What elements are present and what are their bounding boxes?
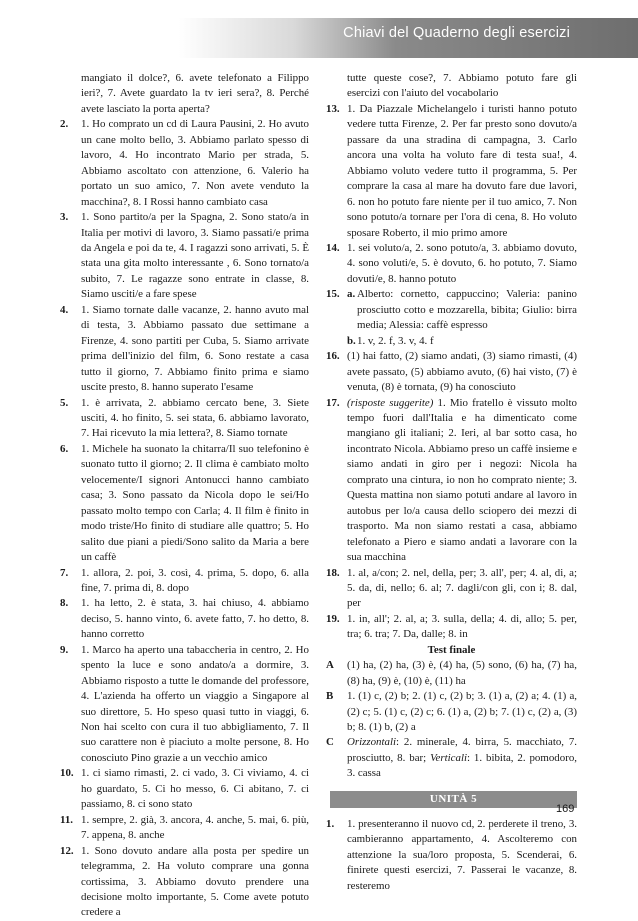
left-continuation-text: mangiato il dolce?, 6. avete telefonato a Filippo ieri?, 7. Avete guardato la tv ieri sera?, 8. Perché avete lasciato la porta aperta?	[81, 72, 309, 115]
exercise-number: 19.	[326, 612, 340, 625]
header-band	[0, 18, 638, 58]
section-letter: A	[326, 659, 334, 672]
answer-text: 1. Mio fratello è vissuto molto tempo fuori dall'Italia e ha dimenticato come mangiano gli italiani; 2. Ieri, al bar sotto casa, ho incontrato Nicola. Abbiamo preso un caffè insieme e siamo andati in giro per i negozi: Nicola ha comprato una cintura, io non ho comprato niente; 3. Questa mattina non siamo potuti andare al lavoro in autobus per lo/a causa dello sciopero dei mezzi di trasporto. Ma non siamo restati a casa, abbiamo telefonato a Piero e siamo andati a lavorare con la sua macchina	[347, 396, 578, 564]
exercise-14	[326, 241, 577, 287]
exercise-answer: 1. presenteranno il nuovo cd, 2. perderete il treno, 3. cambieranno appartamento, 4. Ascolteremo con attenzione la sua/loro proposta, 5. Scenderai, 6. finirete questi esercizi, 7. Passerai le vacanze, 8. resteremo	[347, 817, 577, 892]
exercise-answer: 1. è arrivata, 2. abbiamo cercato bene, 3. Siete usciti, 4. ho finito, 5. sei stata, 6. abbiamo lavorato, 7. Hai ricevuto la mia lettera?, 8. Siamo tornate	[81, 396, 309, 440]
exercise-answer	[347, 396, 577, 566]
exercise-15	[326, 287, 577, 349]
answer-text: : 1. bibita, 2. pomodoro, 3. cassa	[347, 751, 577, 780]
exercise-number: 11.	[60, 813, 74, 826]
section-letter: B	[326, 690, 334, 703]
page-header-title: Chiavi del Quaderno degli esercizi	[343, 25, 570, 41]
exercise-16	[326, 349, 577, 395]
exercise-answer: 1. Da Piazzale Michelangelo i turisti hanno potuto vedere tutta Firenze, 2. Per far presto sono dovuto/a passare da una stradina di campagna, 3. Carlo ancora una volta ha voluto fare di testa sua!, 4. Abbiamo voluto vedere tutto il programma, 5. Per comprare la casa al mare ha dovuto fare due lavori, 6. non ho potuto fare niente per il tuo amico, 7. Non sono potuto/a tornare per l'ora di cena, 8. Ho voluto sposare Roberto, il mio primo amore	[347, 102, 577, 239]
exercise-number: 17.	[326, 396, 340, 409]
exercise-number: 2.	[60, 118, 69, 131]
exercise-5	[60, 396, 309, 442]
sub-label: b.	[347, 334, 356, 347]
sub-text: Alberto: cornetto, cappuccino; Valeria: panino prosciutto cotto e mozzarella, bibita; Giulio: birra media; Alessia: caffè espresso	[357, 288, 577, 332]
exercise-7	[60, 566, 309, 597]
sub-text: 1. v, 2. f, 3. v, 4. f	[357, 334, 434, 347]
exercise-number: 4.	[60, 303, 69, 316]
exercise-9	[60, 643, 309, 767]
section-answer: (1) ha, (2) ha, (3) è, (4) ha, (5) sono, (6) ha, (7) ha, (8) ha, (9) è, (10) è, (11) ha	[347, 659, 577, 687]
exercise-8	[60, 596, 309, 642]
exercise-number: 1.	[326, 817, 335, 830]
exercise-number: 15.	[326, 288, 340, 301]
exercise-answer: 1. Siamo tornate dalle vacanze, 2. hanno avuto mal di testa, 3. Abbiamo passato due settimane a Firenze, 4. sono partiti per Cuba, 5. Siamo arrivate prima dell'inizio del film, 6. Sono restate a casa tutto il giorno, 7. Abbiamo finito prima e siamo uscite presto, 8. hanno superato l'esame	[81, 303, 309, 394]
exercise-13	[326, 102, 577, 241]
exercise-answer: 1. Ho comprato un cd di Laura Pausini, 2. Ho avuto un cane molto bello, 3. Abbiamo parlato spesso di lavoro, 4. Ho incontrato Mario per strada, 5. Abbiamo ascoltato con attenzione, 6. Valerio ha portato un suo amico, 7. Non avete venduto la macchina?, 8. I Rossi hanno cambiato casa	[81, 118, 309, 208]
exercise-answer: 1. allora, 2. poi, 3. così, 4. prima, 5. dopo, 6. alla fine, 7. prima di, 8. dopo	[81, 566, 309, 594]
test-section-a	[326, 658, 577, 689]
exercise-6	[60, 442, 309, 566]
italic-label: Verticali	[430, 751, 467, 764]
section-answer: 1. (1) c, (2) b; 2. (1) c, (2) b; 3. (1) a, (2) a; 4. (1) a, (2) c; 5. (1) c, (2) c; 6. (1) a, (2) b; 7. (1) c, (2) a, (3) b; 8. (1) b, (2) a	[347, 690, 577, 734]
section-answer	[347, 735, 577, 781]
exercise-number: 14.	[326, 241, 340, 254]
exercise-answer: 1. in, all'; 2. al, a; 3. sulla, della; 4. di, allo; 5. per, tra; 6. tra; 7. Da, dalle; 8. in	[347, 612, 577, 641]
unit-heading: UNITÀ 5	[330, 791, 577, 808]
exercise-answer: (1) hai fatto, (2) siamo andati, (3) siamo rimasti, (4) avete passato, (5) abbiamo avuto, (6) hai visto, (7) è venuta, (8) è tornata, (9) ha conosciuto	[347, 350, 577, 394]
section-letter: C	[326, 736, 334, 749]
test-section-c	[326, 735, 577, 781]
exercise-number: 5.	[60, 396, 69, 409]
exercise-answer: 1. Michele ha suonato la chitarra/Il suo telefonino è suonato tutto il giorno; 2. Il clima è cambiato molto velocemente/I signori Antonucci hanno cambiato casa; 3. Sono passato da Nicola dopo le sei/Ho passato molto tempo con Carla; 4. Il film è finito in modo triste/Ho finito di studiare alle quattro; 5. Ho salito due piani a piedi/Sono salito da Maria a bere un caffè	[81, 442, 309, 564]
right-continuation-text: tutte queste cose?, 7. Abbiamo potuto fare gli esercizi con l'aiuto del vocabolario	[347, 72, 577, 100]
unit5-exercise-1	[326, 817, 577, 894]
test-finale-heading: Test finale	[427, 643, 476, 656]
answer-text: : 2. minerale, 4. birra, 5. macchiato, 7. prosciutto, 8. bar;	[347, 736, 577, 764]
exercise-19	[326, 612, 577, 643]
exercise-10	[60, 766, 309, 812]
test-section-b	[326, 689, 577, 735]
italic-note: (risposte suggerite)	[347, 396, 434, 409]
page-number: 169	[556, 803, 575, 815]
exercise-number: 8.	[60, 597, 69, 610]
exercise-answer: 1. ha letto, 2. è stata, 3. hai chiuso, 4. abbiamo deciso, 5. hanno vinto, 6. avete fatto, 7. ho detto, 8. hanno corretto	[81, 597, 309, 641]
sub-answer-a	[347, 287, 577, 333]
exercise-number: 6.	[60, 442, 69, 455]
exercise-answer: 1. ci siamo rimasti, 2. ci vado, 3. Ci viviamo, 4. ci ho guardato, 5. Ci ho messo, 6. Ci abitano, 7. ci passiamo, 8. ci sono stato	[81, 767, 309, 811]
exercise-answer: 1. sei voluto/a, 2. sono potuto/a, 3. abbiamo dovuto, 4. sono voluti/e, 5. è dovuto, 6. ho potuto, 7. Siamo dovuti/e, 8. hanno potuto	[347, 241, 577, 285]
exercise-number: 3.	[60, 211, 69, 224]
exercise-number: 18.	[326, 566, 340, 579]
exercise-12	[60, 844, 309, 921]
exercise-answer: 1. sempre, 2. già, 3. ancora, 4. anche, 5. mai, 6. più, 7. appena, 8. anche	[81, 813, 309, 842]
exercise-answer: 1. Sono partito/a per la Spagna, 2. Sono stato/a in Italia per motivi di lavoro, 3. Siamo passati/e prima da Angela e poi da te, 4. I ragazzi sono arrivati, 5. È stata una gita molto interessante , 6. Sono tornato/a subito, 7. Le ragazze sono entrate in classe, 8. Siamo usciti/e a fare spese	[81, 211, 309, 301]
italic-label: Orizzontali	[347, 736, 397, 749]
exercise-17	[326, 396, 577, 566]
exercise-number: 16.	[326, 350, 340, 363]
exercise-2	[60, 117, 309, 210]
exercise-answer	[347, 287, 577, 349]
sub-answer-b	[347, 334, 577, 349]
right-column	[326, 71, 577, 894]
exercise-number: 9.	[60, 643, 69, 656]
sub-label: a.	[347, 288, 356, 301]
exercise-answer: 1. al, a/con; 2. nel, della, per; 3. all', per; 4. al, di, a; 5. da, di, nello; 6. al; 7. dagli/con gli, con i; 8. dal, per	[347, 566, 577, 610]
left-column	[60, 71, 309, 921]
exercise-number: 7.	[60, 566, 69, 579]
exercise-4	[60, 303, 309, 396]
exercise-answer: 1. Marco ha aperto una tabaccheria in centro, 2. Ho spento la luce e sono andato/a a dormire, 3. Abbiamo risposto a tutte le domande del professore, 4. L'azienda ha offerto un viaggio a Singapore al suo direttore, 5. Ho speso quasi tutto in viaggi, 6. Non hai scelto con cura il tuo abbigliamento, 7. Il suo carattere non è piaciuto a molte persone, 8. Ho conosciuto Pino grazie a un vecchio amico	[81, 643, 309, 764]
exercise-3	[60, 210, 309, 303]
exercise-number: 12.	[60, 844, 74, 857]
exercise-11	[60, 813, 309, 844]
exercise-number: 13.	[326, 102, 340, 115]
exercise-answer: 1. Sono dovuto andare alla posta per spedire un telegramma, 2. Ha voluto comprare una gonna cortissima, 3. Abbiamo dovuto prendere una decisione molto importante, 5. Come avete potuto credere a	[81, 844, 309, 919]
exercise-18	[326, 566, 577, 612]
exercise-number: 10.	[60, 767, 74, 780]
